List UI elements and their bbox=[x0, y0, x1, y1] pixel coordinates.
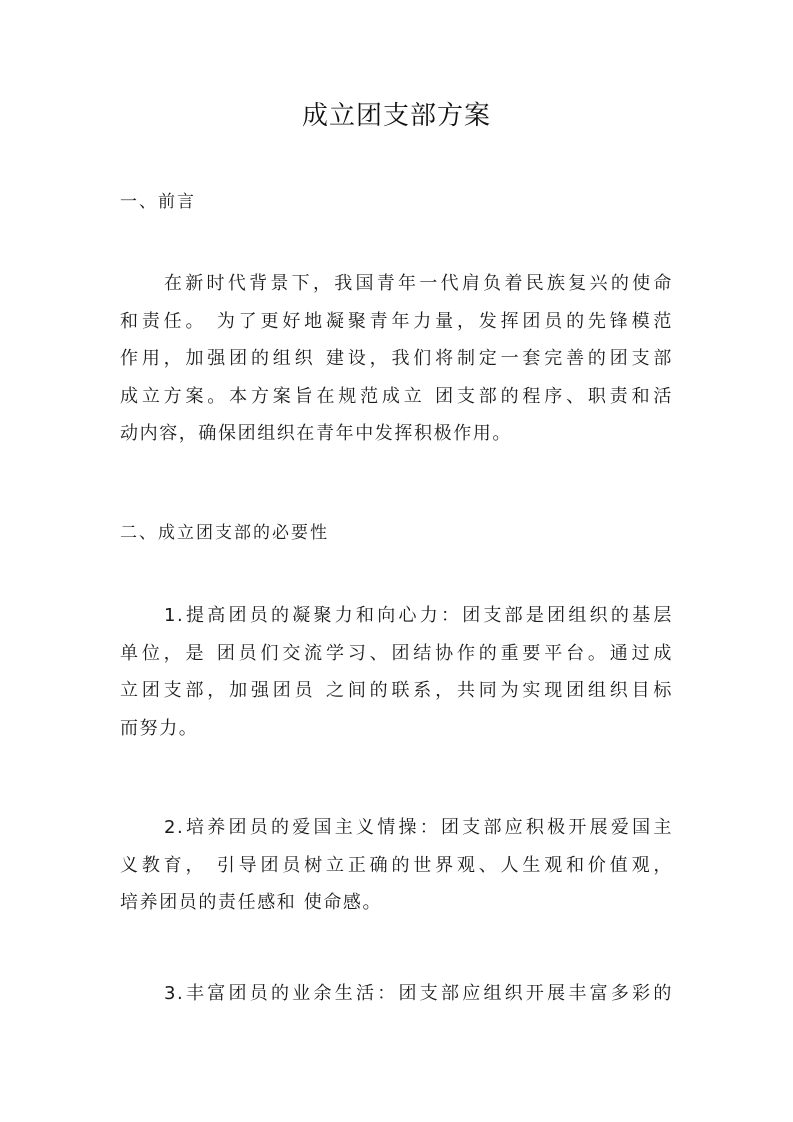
paragraph-line: 在新时代背景下，我国青年一代肩负着民族复兴的使命 bbox=[164, 273, 673, 294]
paragraph-line: 义教育， 引导团员树立正确的世界观、人生观和价值观， bbox=[120, 854, 673, 876]
paragraph-line: 动内容，确保团组织在青年中发挥积极作用。 bbox=[120, 423, 512, 444]
paragraph-line: 和责任。 为了更好地凝聚青年力量，发挥团员的先锋模范 bbox=[120, 310, 673, 332]
paragraph-line: 而努力。 bbox=[120, 717, 199, 739]
paragraph-line: 2.培养团员的爱国主义情操：团支部应积极开展爱国主 bbox=[164, 817, 673, 838]
section-heading-preface: 一、前言 bbox=[120, 192, 196, 212]
document-title: 成立团支部方案 bbox=[301, 101, 491, 131]
paragraph-line: 培养团员的责任感和 使命感。 bbox=[120, 892, 383, 913]
paragraph-item-3 bbox=[120, 975, 673, 1013]
paragraph-line: 1.提高团员的凝聚力和向心力：团支部是团组织的基层 bbox=[164, 605, 673, 626]
paragraph-line: 单位，是 团员们交流学习、团结协作的重要平台。通过成 bbox=[120, 642, 673, 664]
paragraph-line: 立团支部，加强团员 之间的联系，共同为实现团组织目标 bbox=[120, 680, 673, 701]
paragraph-line: 作用，加强团的组织 建设，我们将制定一套完善的团支部 bbox=[120, 348, 673, 369]
paragraph-preface bbox=[120, 265, 673, 453]
paragraph-line: 成立方案。本方案旨在规范成立 团支部的程序、职责和活 bbox=[120, 385, 673, 407]
paragraph-item-1 bbox=[120, 597, 673, 747]
section-heading-necessity: 二、成立团支部的必要性 bbox=[120, 523, 329, 543]
paragraph-item-2 bbox=[120, 809, 673, 922]
paragraph-line: 3.丰富团员的业余生活：团支部应组织开展丰富多彩的 bbox=[164, 983, 673, 1004]
